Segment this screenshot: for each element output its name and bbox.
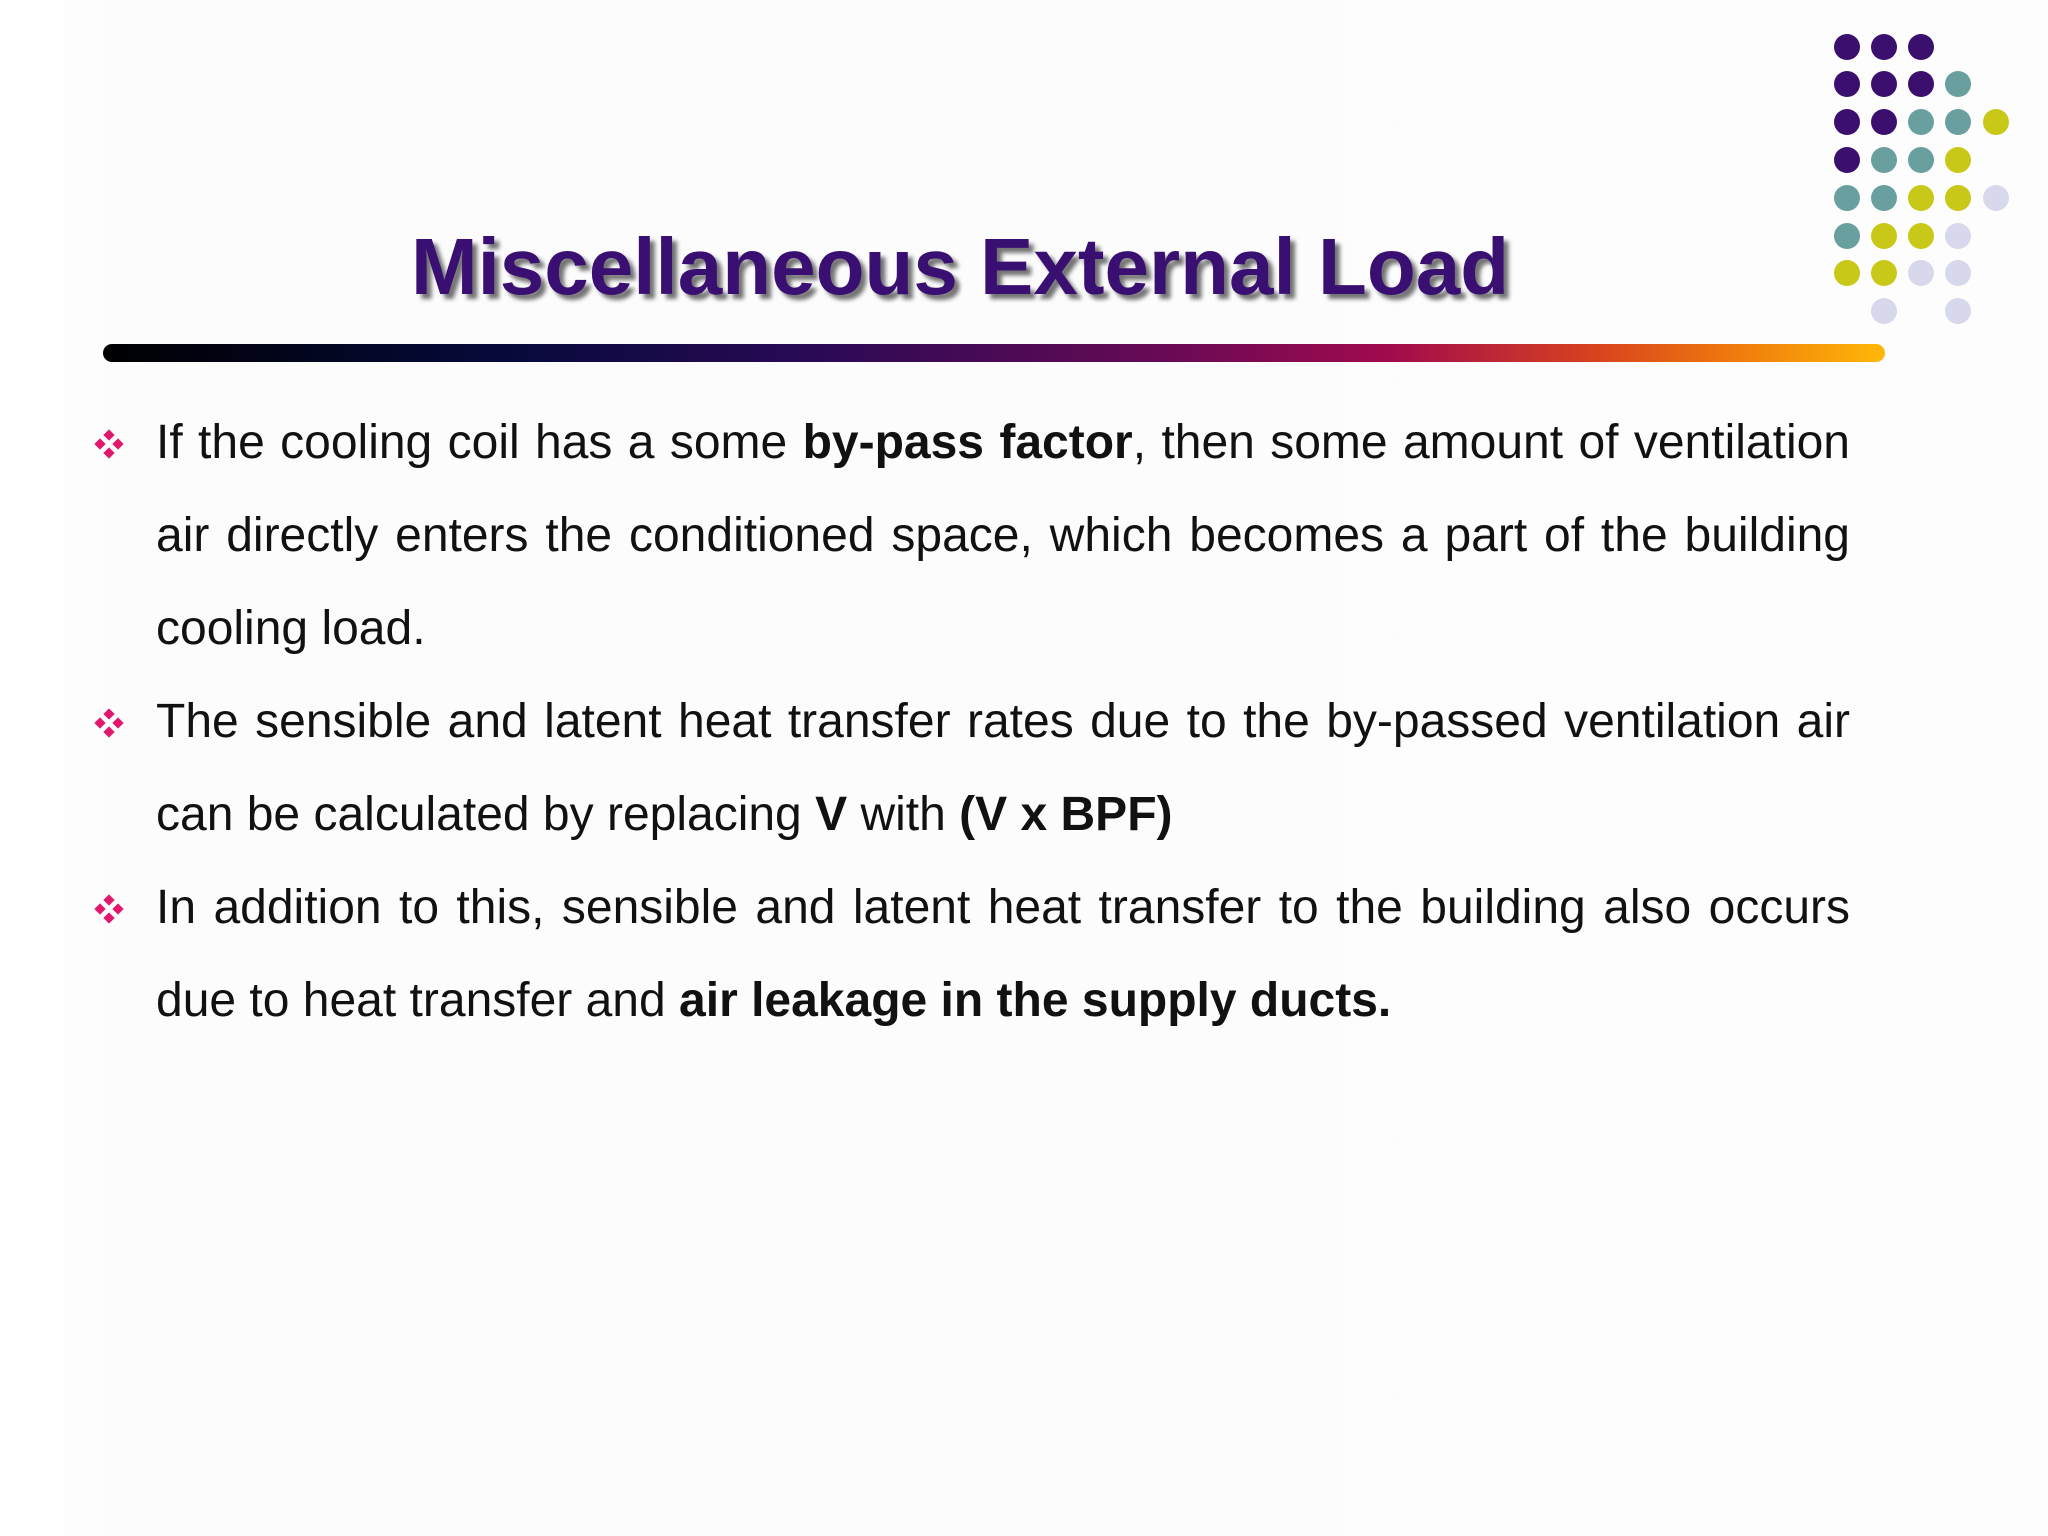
bullet-text: with	[847, 788, 960, 841]
dot	[1945, 260, 1971, 286]
dot	[1834, 223, 1860, 249]
dot	[1908, 71, 1934, 97]
dot	[1871, 298, 1897, 324]
bullet-text: In addition to this, sensible and latent heat transfer to the building also occurs due to heat transfer and	[156, 881, 1850, 1027]
bullet-list	[90, 396, 1850, 1047]
dot	[1908, 185, 1934, 211]
bullet-item	[90, 396, 1850, 675]
bullet-text: The sensible and latent heat transfer rates due to the by-passed ventilation air can be calculated by replacing	[156, 695, 1850, 841]
bullet-text-bold: (V x BPF)	[959, 788, 1173, 841]
title-divider	[103, 344, 1885, 362]
dot	[1908, 223, 1934, 249]
dot	[1945, 185, 1971, 211]
dot	[1945, 71, 1971, 97]
dot	[1908, 109, 1934, 135]
dot	[1945, 147, 1971, 173]
dot	[1834, 147, 1860, 173]
dot	[1871, 147, 1897, 173]
bullet-item	[90, 675, 1850, 861]
bullet-text-bold: by-pass factor	[802, 416, 1133, 469]
bullet-text: If the cooling coil has a some	[156, 416, 803, 469]
bullet-text-bold: V	[815, 788, 848, 841]
dot	[1834, 34, 1860, 60]
bullet-text: , then some amount of ventilation air directly enters the conditioned space, which becomes a part of the building cooling load.	[156, 416, 1850, 655]
dot	[1834, 71, 1860, 97]
dot	[1871, 185, 1897, 211]
dot	[1871, 223, 1897, 249]
diamond-bullet-icon	[94, 708, 124, 738]
bullet-item	[90, 861, 1850, 1047]
dot	[1908, 34, 1934, 60]
dot	[1945, 223, 1971, 249]
dot	[1871, 71, 1897, 97]
diamond-bullet-icon	[94, 894, 124, 924]
dot	[1908, 260, 1934, 286]
dot	[1983, 185, 2009, 211]
dot	[1983, 109, 2009, 135]
dot	[1945, 298, 1971, 324]
dot	[1908, 147, 1934, 173]
dot	[1945, 109, 1971, 135]
slide-title: Miscellaneous External Load	[410, 222, 1510, 311]
dot	[1871, 260, 1897, 286]
dot	[1834, 109, 1860, 135]
dot	[1871, 34, 1897, 60]
dot	[1834, 260, 1860, 286]
dot	[1871, 109, 1897, 135]
dot	[1834, 185, 1860, 211]
bullet-text-bold: air leakage in the supply ducts.	[679, 974, 1392, 1027]
diamond-bullet-icon	[94, 429, 124, 459]
